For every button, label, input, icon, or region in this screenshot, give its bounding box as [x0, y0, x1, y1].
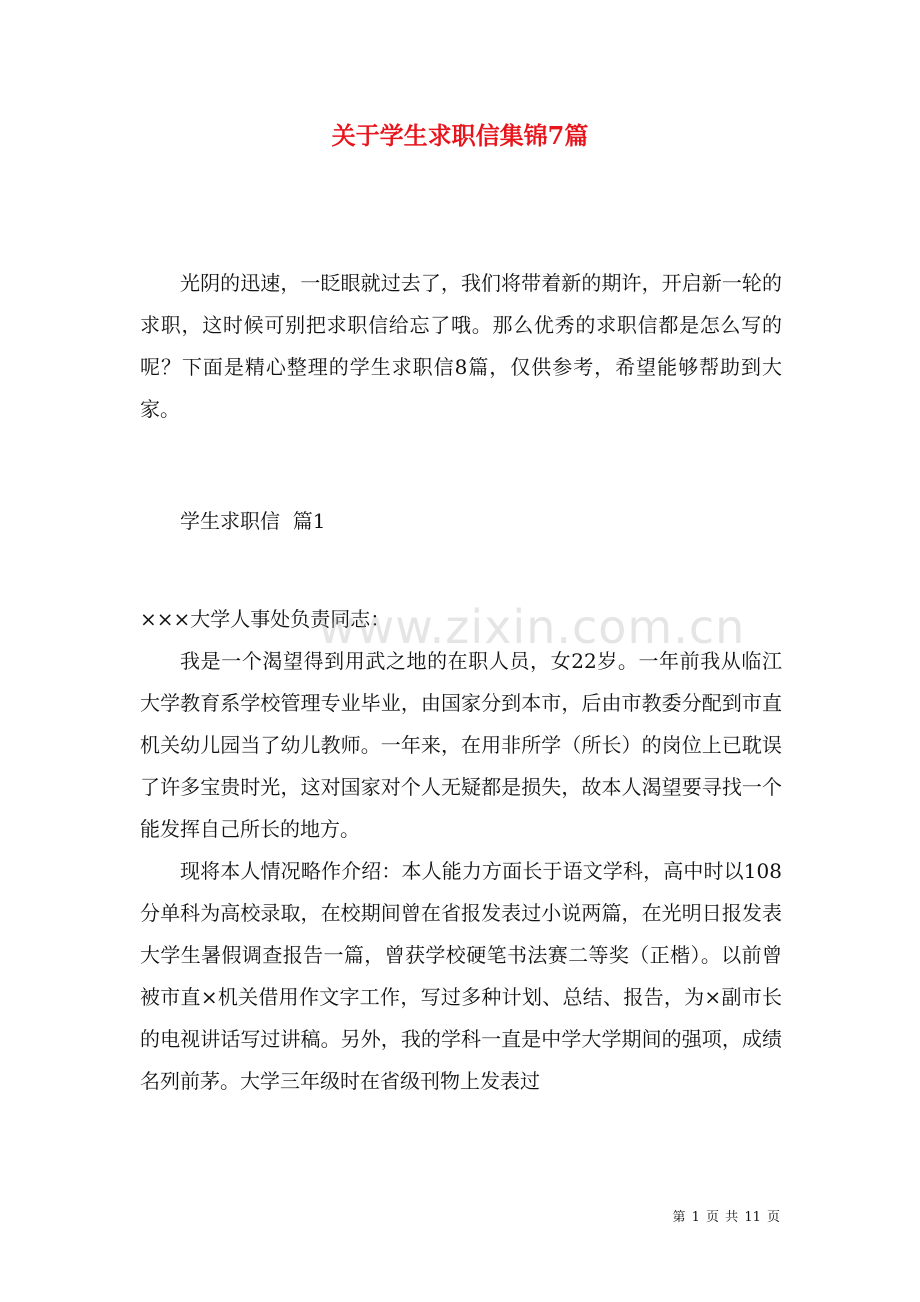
- body-paragraph: 现将本人情况略作介绍：本人能力方面长于语文学科，高中时以108分单科为高校录取，在校期间曾在省报发表过小说两篇，在光明日报发表大学生暑假调查报告一篇，曾获学校硬笔书法赛二等奖（正楷）。以前曾被市直×机关借用作文字工作，写过多种计划、总结、报告，为×副市长的电视讲话写过讲稿。另外，我的学科一直是中学大学期间的强项，成绩名列前茅。大学三年级时在省级刊物上发表过: [140, 859, 782, 1093]
- letter-body: [140, 598, 782, 1102]
- body-paragraph: 我是一个渴望得到用武之地的在职人员，女22岁。一年前我从临江大学教育系学校管理专业毕业，由国家分到本市，后由市教委分配到市直机关幼儿园当了幼儿教师。一年来，在用非所学（所长）的岗位上已耽误了许多宝贵时光，这对国家对个人无疑都是损失，故本人渴望要寻找一个能发挥自己所长的地方。: [140, 649, 782, 841]
- section-heading-block: [140, 500, 782, 542]
- intro-block: [140, 262, 782, 430]
- page-footer: 第 1 页 共 11 页: [672, 1210, 780, 1225]
- salutation: ×××大学人事处负责同志：: [140, 607, 391, 631]
- intro-paragraph: 光阴的迅速，一眨眼就过去了，我们将带着新的期许，开启新一轮的求职，这时候可别把求职信给忘了哦。那么优秀的求职信都是怎么写的呢？下面是精心整理的学生求职信8篇，仅供参考，希望能够帮助到大家。: [140, 271, 782, 421]
- watermark: www.zixin.com.cn: [318, 600, 746, 654]
- document-title: 关于学生求职信集锦7篇: [331, 121, 589, 150]
- section-heading: 学生求职信 篇1: [180, 509, 326, 533]
